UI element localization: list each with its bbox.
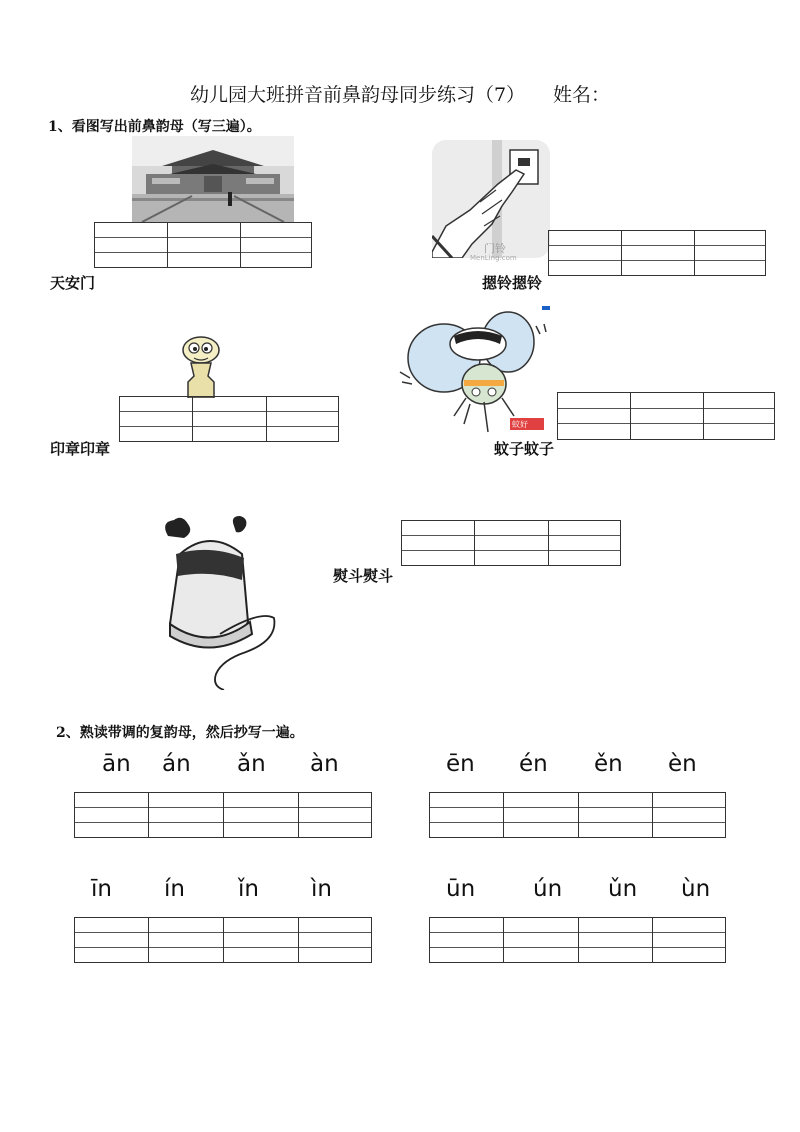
writing-cell[interactable]: [652, 917, 726, 963]
syllable: īn: [91, 876, 112, 902]
syllable: èn: [668, 751, 697, 777]
writing-cell[interactable]: [652, 792, 726, 838]
syllable: án: [162, 751, 191, 777]
writing-cell[interactable]: [298, 792, 372, 838]
syllable: àn: [310, 751, 339, 777]
writing-cell[interactable]: [94, 222, 167, 268]
writing-cell[interactable]: [74, 792, 148, 838]
writing-cell[interactable]: [74, 917, 148, 963]
syllable: ūn: [446, 876, 476, 902]
writing-cell[interactable]: [240, 222, 312, 268]
item-label-iron: 熨斗熨斗: [333, 567, 394, 585]
writing-cell[interactable]: [223, 792, 298, 838]
writing-cell[interactable]: [474, 520, 548, 566]
writing-grid-2[interactable]: [548, 230, 766, 276]
writing-cell[interactable]: [694, 230, 766, 276]
writing-cell[interactable]: [266, 396, 339, 442]
writing-cell[interactable]: [298, 917, 372, 963]
section2-heading: 2、熟读带调的复韵母，然后抄写一遍。: [56, 725, 304, 741]
syllable: ān: [102, 751, 131, 777]
syllable: ún: [533, 876, 563, 902]
worksheet-title: 幼儿园大班拼音前鼻韵母同步练习（7）: [189, 84, 526, 106]
writing-grid-4[interactable]: [557, 392, 775, 440]
writing-cell[interactable]: [503, 792, 578, 838]
doorbell-watermark: 门铃: [484, 242, 506, 255]
writing-cell[interactable]: [429, 917, 503, 963]
stamp-image: [176, 336, 226, 398]
writing-grid-3[interactable]: [119, 396, 339, 442]
writing-cell[interactable]: [630, 392, 703, 440]
iron-image: [150, 514, 280, 690]
item-label-doorbell: 摁铃摁铃: [482, 274, 543, 292]
item-label-stamp: 印章印章: [50, 440, 111, 458]
syllable: ín: [164, 876, 185, 902]
writing-grid-en[interactable]: [429, 792, 726, 838]
writing-cell[interactable]: [503, 917, 578, 963]
syllable: ēn: [446, 751, 475, 777]
writing-cell[interactable]: [548, 230, 621, 276]
writing-cell[interactable]: [578, 917, 652, 963]
writing-grid-un[interactable]: [429, 917, 726, 963]
writing-grid-5[interactable]: [401, 520, 621, 566]
writing-cell[interactable]: [223, 917, 298, 963]
writing-grid-in[interactable]: [74, 917, 372, 963]
item-label-tiananmen: 天安门: [50, 274, 96, 292]
writing-grid-an[interactable]: [74, 792, 372, 838]
syllable: ìn: [311, 876, 332, 902]
writing-cell[interactable]: [557, 392, 630, 440]
writing-cell[interactable]: [148, 792, 223, 838]
section1-heading: 1、看图写出前鼻韵母（写三遍）。: [48, 119, 261, 135]
page-title: [0, 80, 800, 107]
writing-cell[interactable]: [548, 520, 621, 566]
writing-cell[interactable]: [148, 917, 223, 963]
writing-cell[interactable]: [429, 792, 503, 838]
syllable: én: [519, 751, 548, 777]
writing-cell[interactable]: [703, 392, 775, 440]
item-label-mosquito: 蚊子蚊子: [494, 440, 555, 458]
mosquito-image: [396, 306, 556, 440]
writing-cell[interactable]: [578, 792, 652, 838]
writing-cell[interactable]: [167, 222, 240, 268]
name-label: 姓名：: [553, 84, 611, 106]
tiananmen-image: [132, 136, 294, 222]
syllable: ěn: [594, 751, 623, 777]
writing-cell[interactable]: [621, 230, 694, 276]
syllable: ǐn: [238, 876, 259, 902]
doorbell-watermark-url: MenLing.com: [470, 254, 517, 262]
syllable: ǔn: [608, 876, 638, 902]
writing-cell[interactable]: [192, 396, 266, 442]
mosquito-badge: 蚊好: [512, 420, 528, 429]
syllable: ùn: [681, 876, 711, 902]
syllable: ǎn: [237, 751, 266, 777]
writing-cell[interactable]: [119, 396, 192, 442]
writing-cell[interactable]: [401, 520, 474, 566]
writing-grid-1[interactable]: [94, 222, 312, 268]
